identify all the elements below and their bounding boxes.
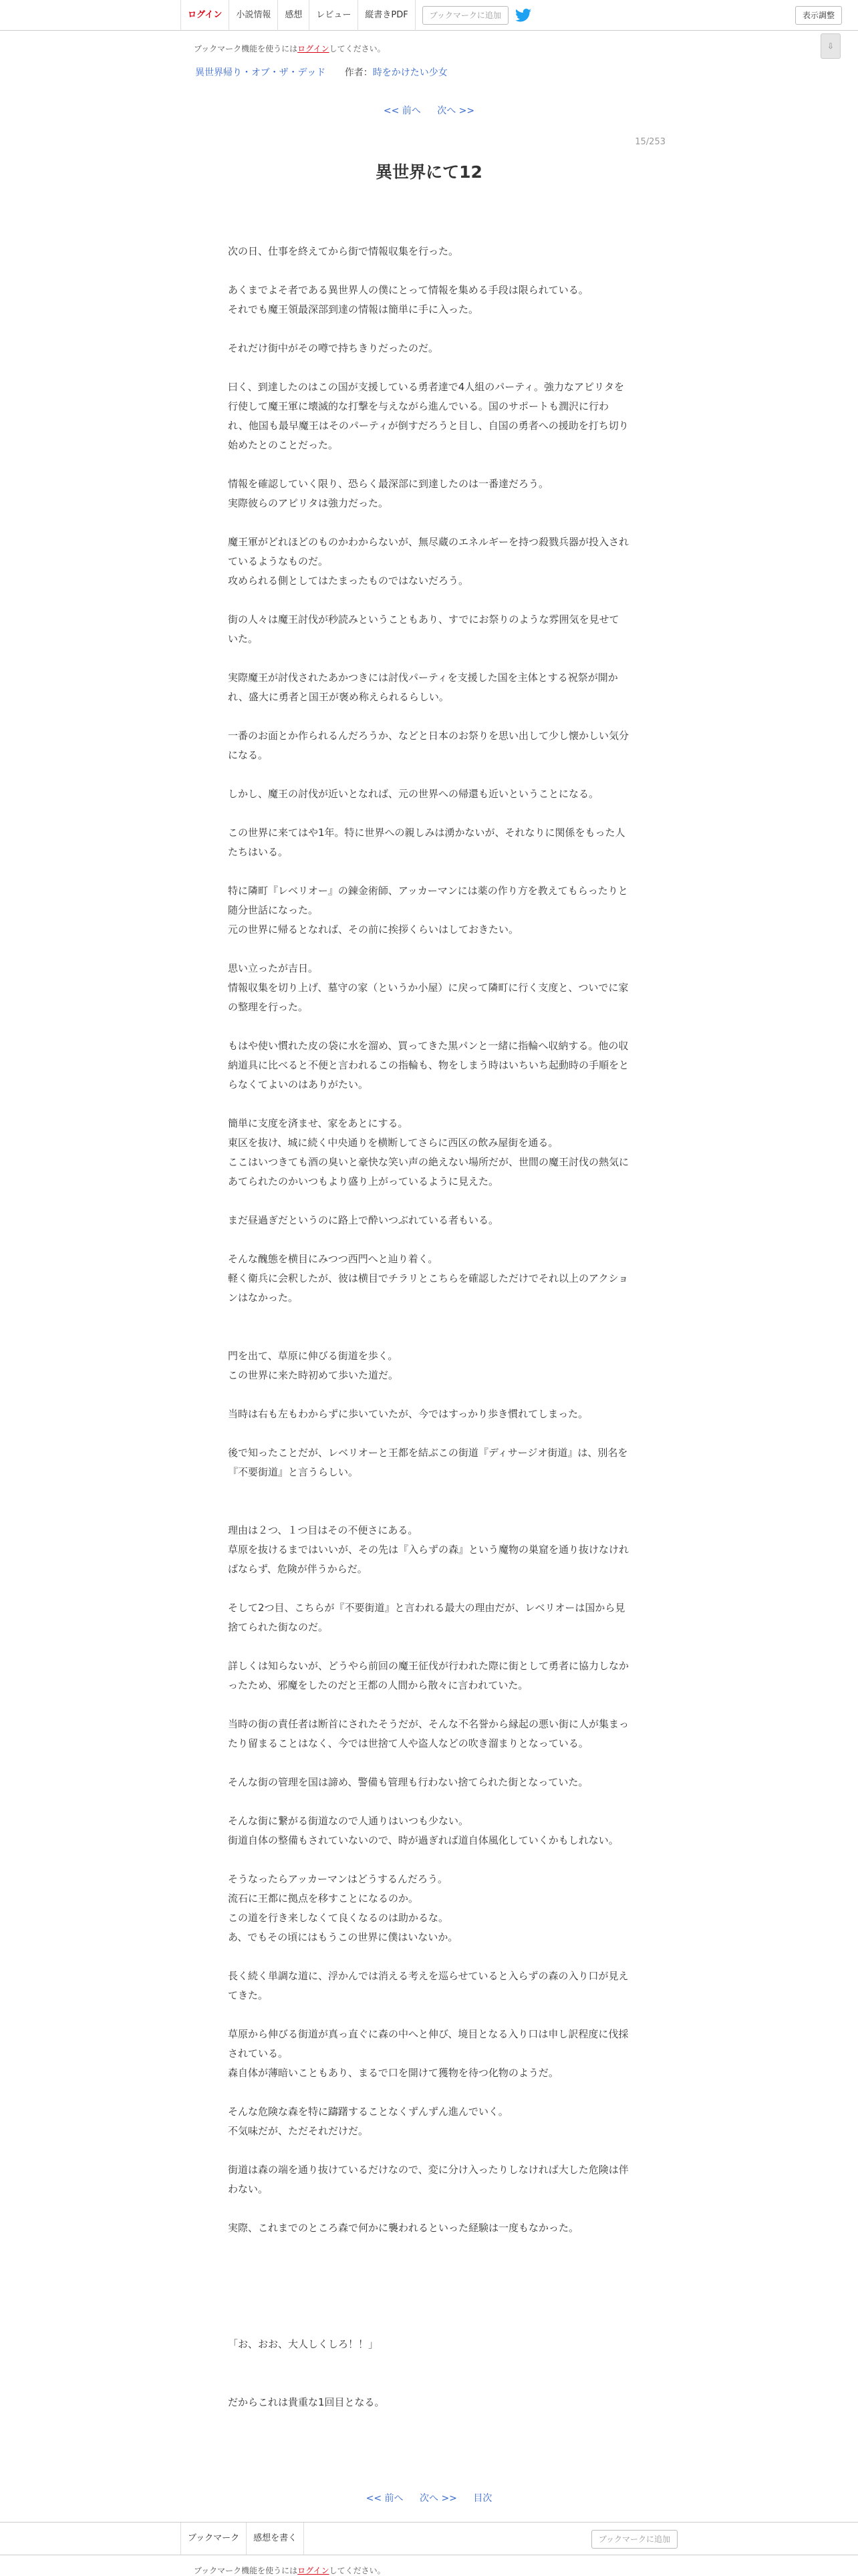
body-paragraph: [228, 2141, 629, 2160]
body-paragraph: 思い立ったが吉日。: [228, 962, 319, 974]
body-paragraph: [228, 1792, 629, 1812]
body-paragraph: [228, 2315, 629, 2335]
pager-bottom: [0, 2491, 858, 2505]
bottom-navigation-bar: [0, 2522, 858, 2555]
body-paragraph: 次の日、仕事を終えてから街で情報収集を行った。: [228, 245, 459, 257]
body-paragraph: [228, 1424, 629, 1443]
body-paragraph: 理由は２つ、１つ目はその不便さにある。: [228, 1524, 418, 1536]
body-paragraph: 草原を抜けるまではいいが、その先は『入らずの森』という魔物の巣窟を通り抜けなければならず、危険が伴うからだ。: [228, 1544, 629, 1575]
notice-login-link-bottom[interactable]: ログイン: [297, 2566, 329, 2575]
body-paragraph: [228, 513, 629, 533]
notice-prefix: ブックマーク機能を使うには: [194, 44, 298, 53]
body-paragraph: [228, 455, 629, 474]
body-paragraph: [228, 1017, 629, 1036]
body-paragraph: 実際、これまでのところ森で何かに襲われるといった経験は一度もなかった。: [228, 2222, 579, 2234]
body-paragraph: [228, 1191, 629, 1211]
display-settings-button[interactable]: 表示調整: [795, 6, 842, 25]
body-paragraph: そんな街に繋がる街道なので人通りはいつも少ない。: [228, 1815, 469, 1827]
notice-suffix: してください。: [329, 2566, 386, 2575]
notice-prefix: ブックマーク機能を使うには: [194, 2566, 298, 2575]
body-paragraph: [228, 2005, 629, 2025]
scroll-down-button[interactable]: ⇩: [821, 33, 841, 59]
body-paragraph: 実際彼らのアピリタは強力だった。: [228, 497, 389, 509]
body-paragraph: 後で知ったことだが、レベリオーと王都を結ぶこの街道『ディサージオ街道』は、別名を『不要街道』と言うらしい。: [228, 1447, 628, 1478]
impressions-link[interactable]: 感想: [277, 0, 309, 31]
body-paragraph: 実際魔王が討伐されたあかつきには討伐パーティを支援した国を主体とする祝祭が開かれ、盛大に勇者と国王が褒め称えられるらしい。: [228, 672, 618, 703]
body-paragraph: もはや使い慣れた皮の袋に水を溜め、買ってきた黒パンと一緒に指輪へ収納する。他の収納道具に比べると不便と言われるこの指輪も、物をしまう時はいちいち起動時の手順をとらなくてよいのはありがたい。: [228, 1040, 629, 1091]
bookmark-link[interactable]: ブックマーク: [180, 2523, 246, 2555]
body-paragraph: [228, 2257, 629, 2277]
body-paragraph: [228, 1637, 629, 1657]
body-paragraph: そんな街の管理を国は諦め、警備も管理も行わない捨てられた街となっていた。: [228, 1776, 589, 1788]
body-paragraph: [228, 1095, 629, 1114]
body-paragraph: そうなったらアッカーマンはどうするんだろう。: [228, 1873, 448, 1885]
bookmark-login-notice-bottom: [194, 2565, 386, 2576]
notice-login-link[interactable]: ログイン: [297, 44, 329, 53]
body-paragraph: [228, 1230, 629, 1250]
add-bookmark-button[interactable]: ブックマークに追加: [422, 6, 509, 25]
body-paragraph: 街道は森の端を通り抜けているだけなので、変に分け入ったりしなければ大した危険は伴わない。: [228, 2164, 629, 2195]
body-paragraph: 不気味だが、ただそれだけだ。: [228, 2125, 369, 2137]
novel-info-link[interactable]: 小説情報: [229, 0, 277, 31]
body-paragraph: [228, 1385, 629, 1405]
body-paragraph: 当時の街の責任者は断首にされたそうだが、そんな不名誉から縁起の悪い街に人が集まったり留まることはなく、今では世捨て人や盗人などの吹き溜まりとなっている。: [228, 1718, 629, 1749]
body-paragraph: 門を出て、草原に伸びる街道を歩く。: [228, 1350, 398, 1362]
body-paragraph: 元の世界に帰るとなれば、その前に挨拶くらいはしておきたい。: [228, 923, 519, 936]
body-paragraph: 当時は右も左もわからずに歩いていたが、今ではすっかり歩き慣れてしまった。: [228, 1408, 589, 1420]
body-paragraph: そんな危険な森を特に躊躇することなくずんずん進んでいく。: [228, 2106, 509, 2118]
body-paragraph: [228, 1695, 629, 1715]
body-paragraph: それだけ街中がその噂で持ちきりだったのだ。: [228, 342, 439, 354]
body-paragraph: 簡単に支度を済ませ、家をあとにする。: [228, 1117, 408, 1129]
body-paragraph: [228, 765, 629, 784]
body-paragraph: 軽く衛兵に会釈したが、彼は横目でチラリとこちらを確認しただけでそれ以上のアクションはなかった。: [228, 1272, 629, 1304]
body-paragraph: [228, 1308, 629, 1327]
body-paragraph: [228, 1327, 629, 1346]
body-paragraph: ここはいつきても酒の臭いと豪快な笑い声の絶えない場所だが、世間の魔王討伐の熱気にあてられたのかいつもより盛り上がっているように見えた。: [228, 1156, 629, 1187]
body-paragraph: 攻められる側としてはたまったものではないだろう。: [228, 575, 469, 587]
body-paragraph: [228, 358, 629, 378]
body-paragraph: そして2つ目、こちらが『不要街道』と言われる最大の理由だが、レベリオーは国から見捨てられた街なのだ。: [228, 1602, 625, 1633]
body-paragraph: [228, 319, 629, 339]
body-paragraph: それでも魔王領最深部到達の情報は簡単に手に入った。: [228, 303, 479, 315]
body-paragraph: 曰く、到達したのはこの国が支援している勇者達で4人組のパーティ。強力なアピリタを行使して魔王軍に壊滅的な打撃を与えながら進んでいる。国のサポートも潤沢に行われ、他国も最早魔王はそのパーティが倒すだろうと目し、自国の勇者への援助を打ち切り始めたとのことだった。: [228, 381, 629, 451]
body-paragraph: [228, 2296, 629, 2315]
body-paragraph: 森自体が薄暗いこともあり、まるで口を開けて獲物を待つ化物のようだ。: [228, 2067, 559, 2079]
body-paragraph: 情報を確認していく限り、恐らく最深部に到達したのは一番達だろう。: [228, 478, 549, 490]
body-paragraph: 一番のお面とか作られるんだろうか、などと日本のお祭りを思い出して少し懐かしい気分になる。: [228, 730, 629, 761]
body-paragraph: この世界に来た時初めて歩いた道だ。: [228, 1369, 399, 1381]
body-paragraph: 街道自体の整備もされていないので、時が過ぎれば道自体風化していくかもしれない。: [228, 1834, 619, 1846]
notice-suffix: してください。: [329, 44, 386, 53]
body-paragraph: [228, 1501, 629, 1521]
body-paragraph: [228, 1947, 629, 1967]
body-paragraph: 街の人々は魔王討伐が秒読みということもあり、すでにお祭りのような雰囲気を見せていた。: [228, 613, 619, 645]
body-paragraph: [228, 1850, 629, 1870]
body-paragraph: [228, 940, 629, 959]
author-label: 作者：: [344, 67, 373, 78]
body-paragraph: まだ昼過ぎだというのに路上で酔いつぶれている者もいる。: [228, 1214, 499, 1226]
review-link[interactable]: レビュー: [309, 0, 358, 31]
body-paragraph: だからこれは貴重な1回目となる。: [228, 2396, 385, 2408]
next-chapter-link[interactable]: 次へ >>: [437, 106, 475, 116]
body-paragraph: [228, 804, 629, 823]
body-paragraph: 特に隣町『レベリオー』の錬金術師、アッカーマンには薬の作り方を教えてもらったりと随分世話になった。: [228, 885, 628, 916]
body-paragraph: この道を行き来しなくて良くなるのは助かるな。: [228, 1912, 449, 1924]
bottom-nav-links: [180, 2523, 304, 2555]
body-paragraph: 「お、おお、大人しくしろ！！」: [228, 2338, 379, 2350]
body-paragraph: [228, 707, 629, 726]
login-link[interactable]: ログイン: [180, 0, 229, 31]
body-paragraph: [228, 2374, 629, 2393]
next-chapter-link-bottom[interactable]: 次へ >>: [420, 2493, 457, 2504]
body-paragraph: [228, 2238, 629, 2257]
body-paragraph: [228, 591, 629, 610]
body-paragraph: [228, 2083, 629, 2102]
pager-top: [0, 104, 858, 117]
work-title-link[interactable]: 異世界帰り・オブ・ザ・デッド: [195, 67, 326, 78]
vertical-pdf-link[interactable]: 縦書きPDF: [358, 0, 415, 31]
body-paragraph: 長く続く単調な道に、浮かんでは消える考えを巡らせていると入らずの森の入り口が見えてきた。: [228, 1970, 629, 2001]
body-paragraph: あくまでよそ者である異世界人の僕にとって情報を集める手段は限られている。: [228, 284, 589, 296]
body-paragraph: そんな醜態を横目にみつつ西門へと辿り着く。: [228, 1253, 438, 1265]
add-bookmark-button-bottom[interactable]: ブックマークに追加: [591, 2530, 678, 2549]
body-paragraph: [228, 2277, 629, 2296]
author-link[interactable]: 時をかけたい少女: [372, 67, 448, 78]
table-of-contents-link[interactable]: 目次: [473, 2493, 492, 2504]
top-navigation-bar: [0, 0, 858, 31]
body-paragraph: [228, 261, 629, 281]
body-paragraph: [228, 1753, 629, 1773]
body-paragraph: あ、でもその頃にはもうこの世界に僕はいないか。: [228, 1931, 458, 1943]
prev-chapter-link-bottom[interactable]: << 前へ: [366, 2493, 404, 2504]
body-paragraph: [228, 1579, 629, 1598]
body-paragraph: [228, 649, 629, 668]
body-paragraph: この世界に来てはや1年。特に世界への親しみは湧かないが、それなりに関係をもった人たちはいる。: [228, 827, 625, 858]
work-info: [195, 65, 448, 79]
body-paragraph: 情報収集を切り上げ、墓守の家（というか小屋）に戻って隣町に行く支度と、ついでに家の整理を行った。: [228, 982, 629, 1013]
twitter-icon[interactable]: [515, 8, 531, 23]
body-paragraph: 流石に王都に拠点を移すことになるのか。: [228, 1892, 419, 1904]
bookmark-login-notice: [194, 43, 386, 54]
body-paragraph: しかし、魔王の討伐が近いとなれば、元の世界への帰還も近いということになる。: [228, 788, 599, 800]
body-paragraph: 詳しくは知らないが、どうやら前回の魔王征伐が行われた際に街として勇者に協力しなかったため、邪魔をしたのだと王都の人間から散々に言われていた。: [228, 1660, 629, 1691]
body-paragraph: [228, 2199, 629, 2219]
body-paragraph: 東区を抜け、城に続く中央通りを横断してさらに西区の飲み屋街を通る。: [228, 1137, 559, 1149]
chapter-number: 15/253: [635, 137, 666, 147]
body-paragraph: 草原から伸びる街道が真っ直ぐに森の中へと伸び、境目となる入り口は申し訳程度に伐採されている。: [228, 2028, 629, 2059]
body-paragraph: [228, 2354, 629, 2374]
body-paragraph: [228, 1482, 629, 1501]
chapter-title: 異世界にて12: [376, 162, 482, 182]
top-nav-links: [180, 0, 531, 31]
body-paragraph: 魔王軍がどれほどのものかわからないが、無尽蔵のエネルギーを持つ殺戮兵器が投入されているようなものだ。: [228, 536, 629, 567]
body-paragraph: [228, 862, 629, 881]
chapter-body: [228, 242, 629, 2412]
write-impression-link[interactable]: 感想を書く: [246, 2523, 304, 2555]
prev-chapter-link[interactable]: << 前へ: [383, 106, 421, 116]
